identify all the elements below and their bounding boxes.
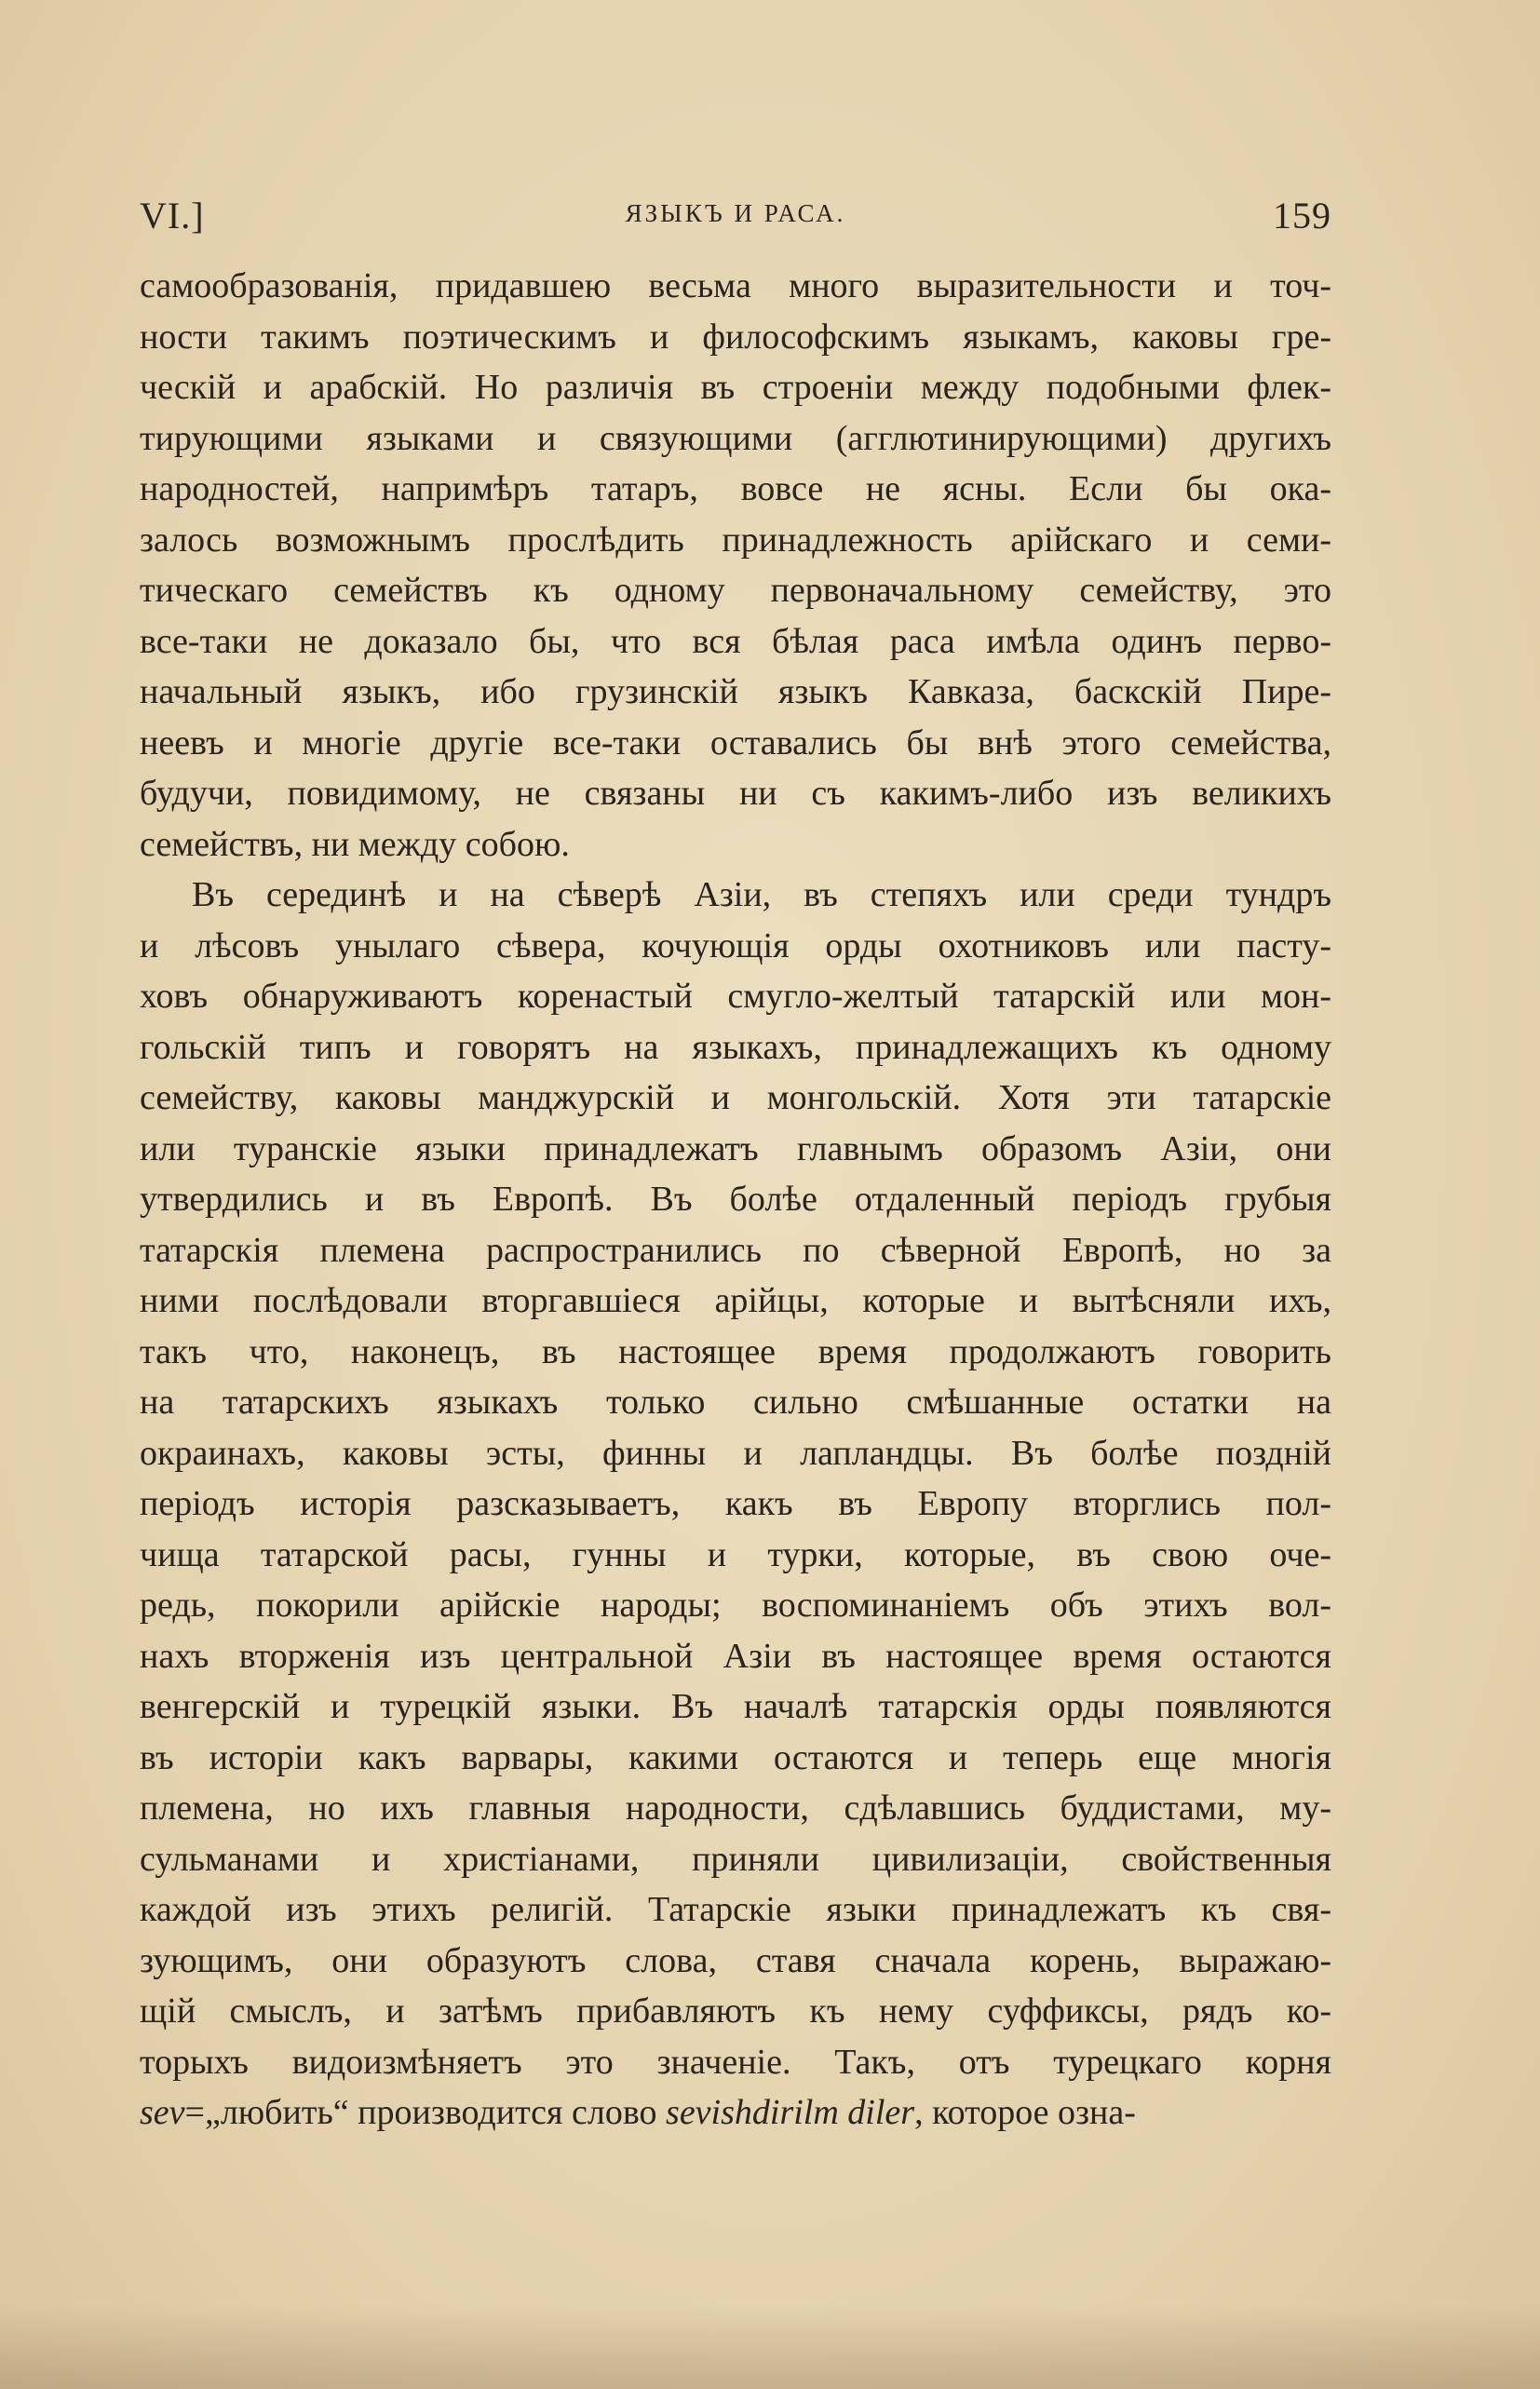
text-line: ческій и арабскій. Но различія въ строеніи между подобными флек- — [140, 368, 1331, 407]
text-line-final — [140, 2087, 1331, 2139]
text-line: самообразованія, придавшею весьма много выразительности и точ- — [140, 266, 1331, 305]
text-line: племена, но ихъ главныя народности, сдѣлавшись буддистами, му- — [140, 1788, 1331, 1828]
text-line: редь, покорили арійскіе народы; воспоминаніемъ объ этихъ вол- — [140, 1586, 1331, 1625]
text-line: все-таки не доказало бы, что вся бѣлая раса имѣла одинъ перво- — [140, 621, 1331, 661]
text-line: торыхъ видоизмѣняетъ это значеніе. Такъ, отъ турецкаго корня — [140, 2042, 1331, 2082]
chapter-marker: VI.] — [140, 195, 205, 236]
text-line: венгерскій и турецкій языки. Въ началѣ татарскія орды появляются — [140, 1687, 1331, 1726]
text-line: окраинахъ, каковы эсты, финны и лапландцы. Въ болѣе поздній — [140, 1433, 1331, 1473]
text-line: періодъ исторія разсказываетъ, какъ въ Европу вторглись пол- — [140, 1484, 1331, 1523]
text-line: и лѣсовъ унылаго сѣвера, кочующія орды охотниковъ или пасту- — [140, 925, 1331, 965]
text-line: народностей, напримѣръ татаръ, вовсе не ясны. Если бы ока- — [140, 469, 1331, 508]
text-line: зующимъ, они образуютъ слова, ставя сначала корень, выражаю- — [140, 1940, 1331, 1980]
final-line-mid: =„любить“ производится слово — [184, 2093, 667, 2132]
text-line: залось возможнымъ прослѣдить принадлежность арійскаго и семи- — [140, 520, 1331, 560]
paragraph-1 — [140, 261, 1331, 870]
page-edge-shadow — [0, 2305, 1540, 2389]
final-line-tail: , которое озна- — [914, 2093, 1136, 2132]
text-line: нахъ вторженія изъ центральной Азіи въ настоящее время остаются — [140, 1636, 1331, 1676]
text-line: или туранскіе языки принадлежатъ главнымъ образомъ Азіи, они — [140, 1128, 1331, 1168]
page-number: 159 — [1273, 195, 1331, 236]
text-line: тирующими языками и связующими (агглютинирующими) другихъ — [140, 418, 1331, 458]
paragraph-2 — [140, 870, 1331, 2087]
text-line: утвердились и въ Европѣ. Въ болѣе отдаленный періодъ грубыя — [140, 1180, 1331, 1219]
text-line: семействъ, ни между собою. — [140, 824, 570, 864]
text-line: будучи, повидимому, не связаны ни съ какимъ-либо изъ великихъ — [140, 774, 1331, 813]
running-title: ЯЗЫКЪ И РАСА. — [625, 199, 846, 227]
text-line: сульманами и христіанами, приняли цивилизаціи, свойственныя — [140, 1839, 1331, 1879]
text-line: ности такимъ поэтическимъ и философскимъ языкамъ, каковы гре- — [140, 317, 1331, 357]
text-line: ними послѣдовали вторгавшіеся арійцы, которые и вытѣсняли ихъ, — [140, 1281, 1331, 1320]
text-line: неевъ и многіе другіе все-таки оставались бы внѣ этого семейства, — [140, 722, 1331, 763]
text-line: въ исторіи какъ варвары, какими остаются и теперь еще многія — [140, 1737, 1331, 1777]
text-line: тическаго семействъ къ одному первоначальному семейству, это — [140, 571, 1331, 610]
body-text — [140, 261, 1331, 2139]
text-line: Въ серединѣ и на сѣверѣ Азіи, въ степяхъ или среди тундръ — [192, 875, 1331, 914]
text-line: каждой изъ этихъ религій. Татарскіе языки принадлежатъ къ свя- — [140, 1890, 1331, 1929]
text-line: на татарскихъ языкахъ только сильно смѣшанные остатки на — [140, 1383, 1331, 1422]
running-header — [140, 194, 1331, 240]
text-line: начальный языкъ, ибо грузинскій языкъ Кавказа, баскскій Пире- — [140, 672, 1331, 711]
text-line: татарскія племена распространились по сѣверной Европѣ, но за — [140, 1230, 1331, 1270]
text-line: такъ что, наконецъ, въ настоящее время продолжаютъ говорить — [140, 1331, 1331, 1371]
text-line: чища татарской расы, гунны и турки, которые, въ свою оче- — [140, 1534, 1331, 1574]
turkish-word: sevishdirilm diler — [666, 2093, 915, 2132]
text-line: щій смыслъ, и затѣмъ прибавляютъ къ нему суффиксы, рядъ ко- — [140, 1991, 1331, 2031]
turkish-root: sev — [140, 2093, 185, 2132]
text-line: семейству, каковы манджурскій и монгольскій. Хотя эти татарскіе — [140, 1078, 1331, 1117]
text-line: ховъ обнаруживаютъ коренастый смугло-желтый татарскій или мон- — [140, 977, 1331, 1016]
text-line: гольскій типъ и говорятъ на языкахъ, принадлежащихъ къ одному — [140, 1027, 1331, 1067]
